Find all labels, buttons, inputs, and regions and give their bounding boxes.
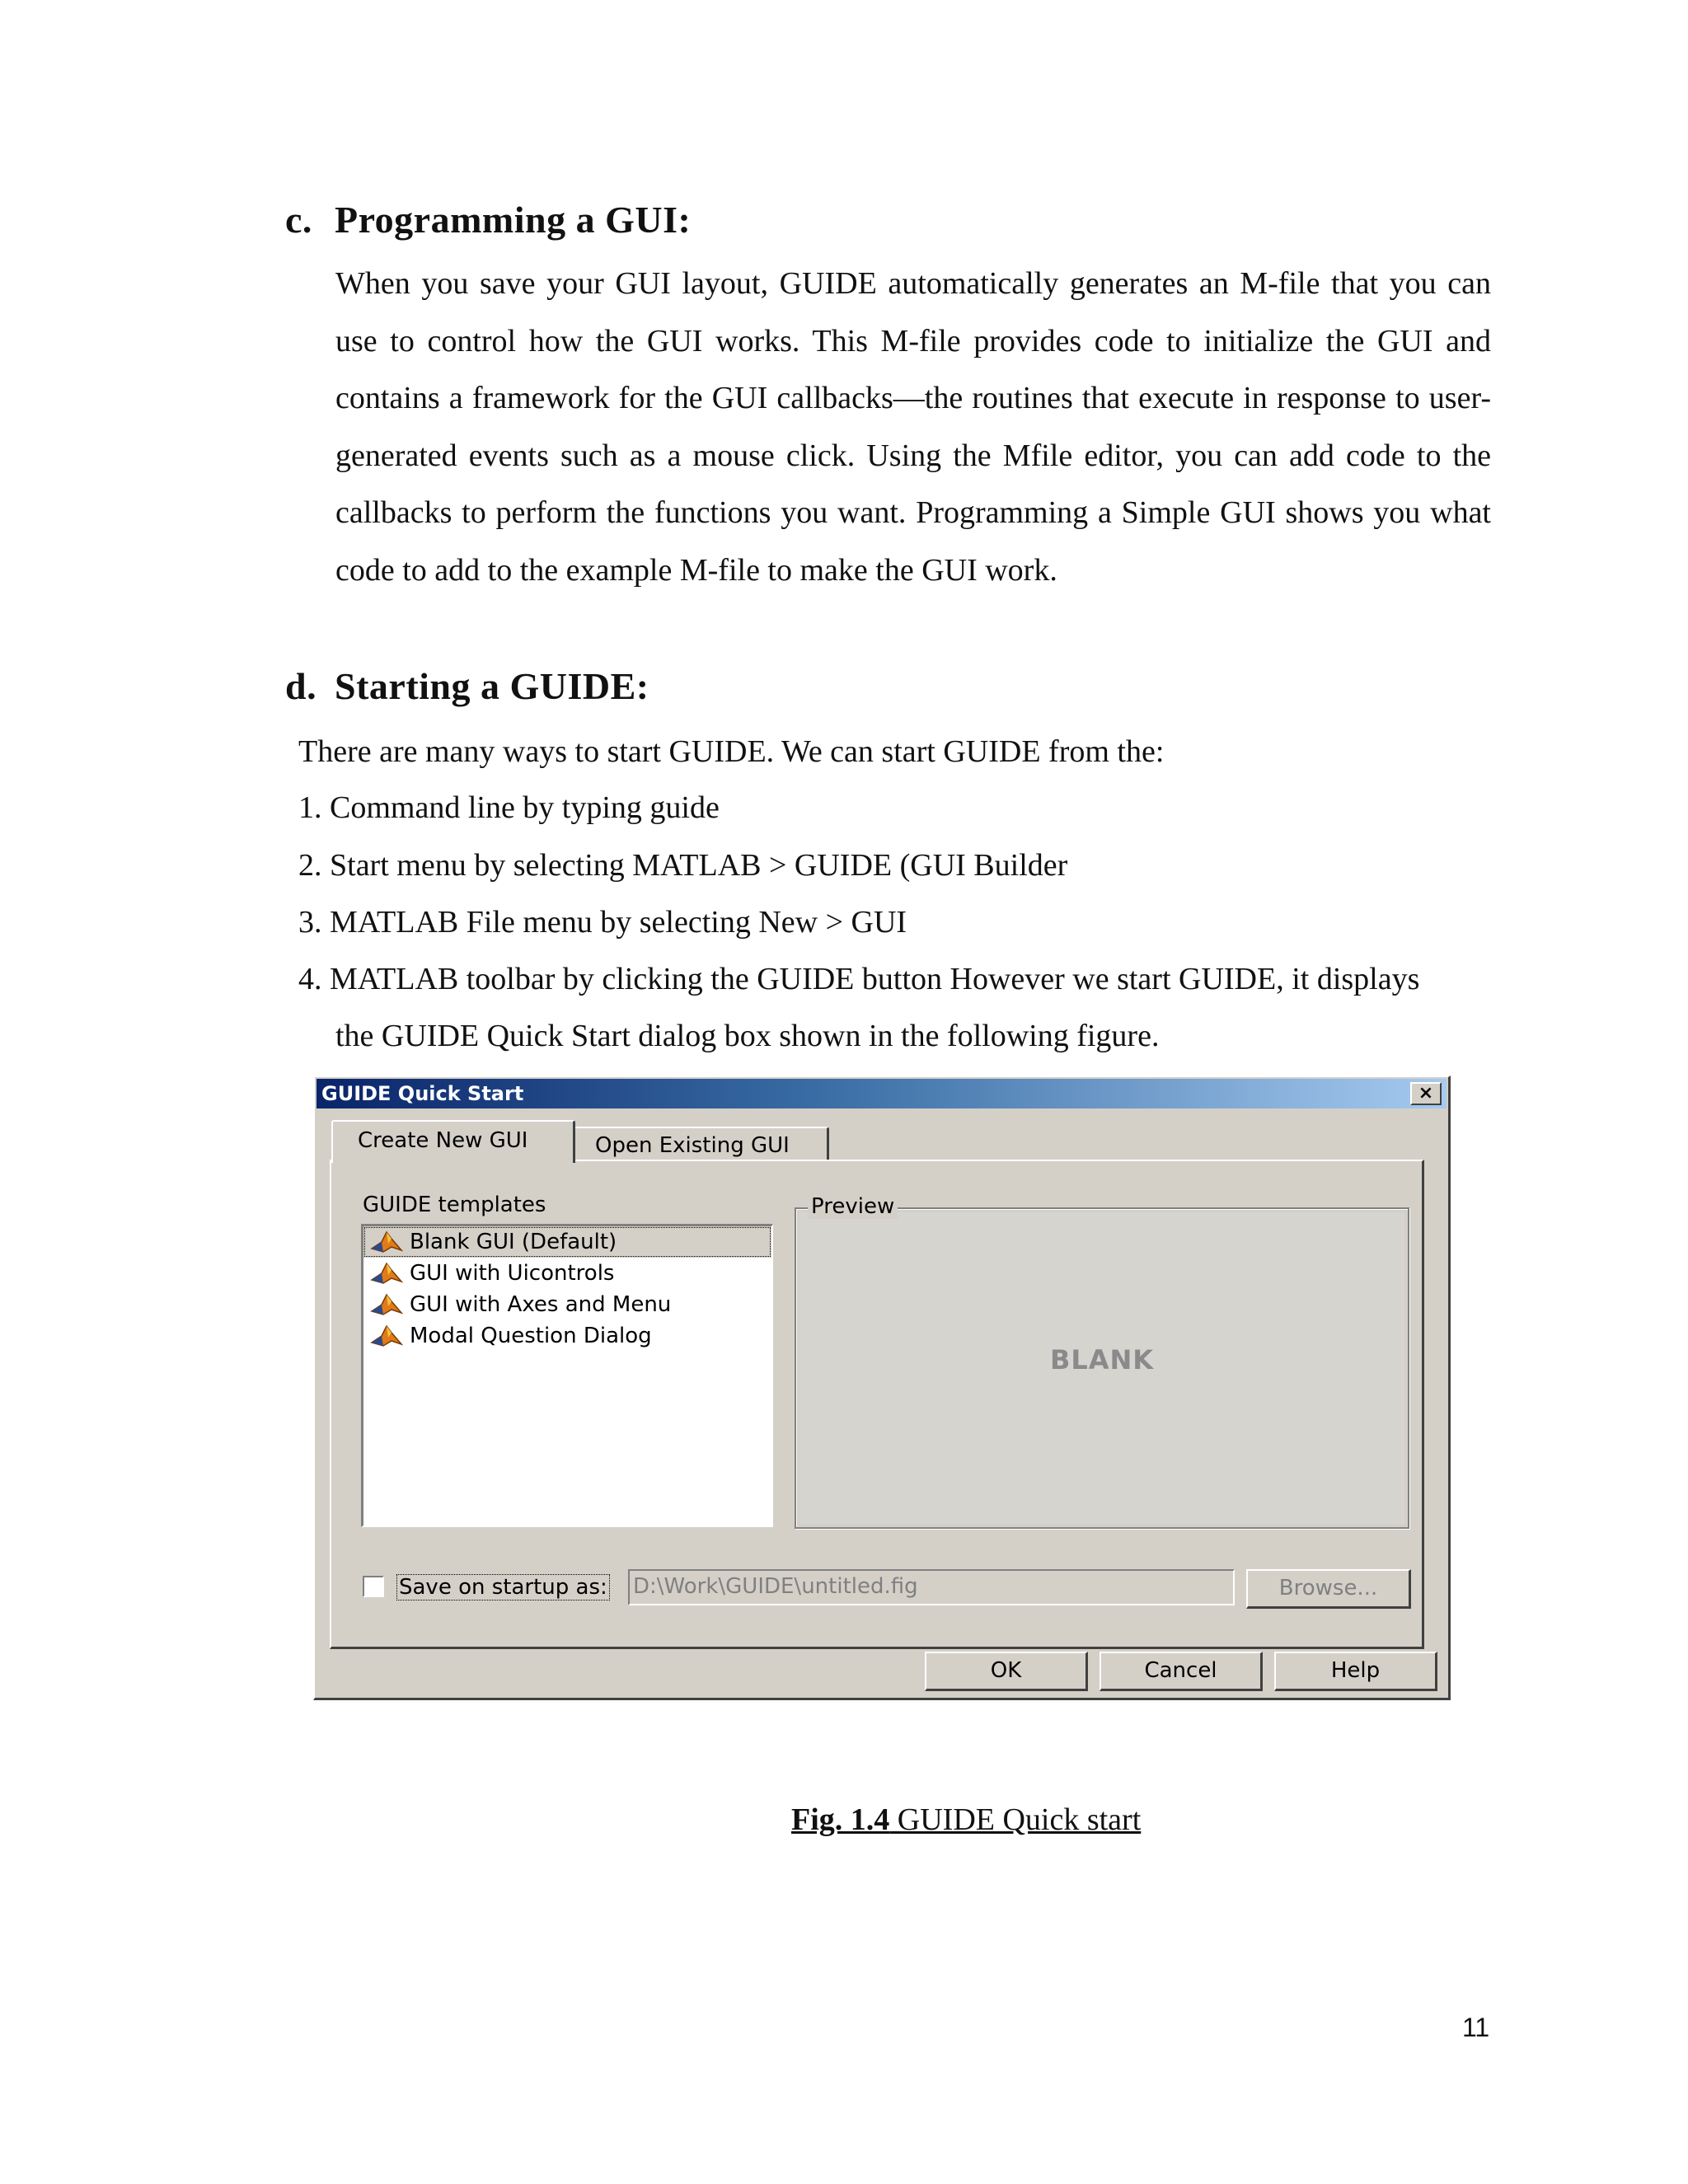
matlab-logo-icon [370,1262,403,1285]
section-d-heading [285,664,649,708]
templates-listbox[interactable] [361,1224,773,1527]
preview-panel [795,1194,1409,1529]
list-item: 4. MATLAB toolbar by clicking the GUIDE button However we start GUIDE, it displays [298,962,1420,996]
section-c-title: Programming a GUI: [335,199,692,241]
tab-open-existing-gui-label: Open Existing GUI [595,1133,790,1158]
template-item-label: GUI with Axes and Menu [410,1292,672,1317]
tab-open-existing-gui[interactable] [574,1127,829,1160]
cancel-button[interactable]: Cancel [1100,1652,1263,1691]
section-d-intro: There are many ways to start GUIDE. We can start GUIDE from the: [298,734,1165,769]
figure-caption [791,1802,1141,1838]
preview-area [799,1212,1404,1524]
list-item: 2. Start menu by selecting MATLAB > GUIDE (GUI Builder [298,848,1068,883]
template-item-axes-menu[interactable] [363,1289,771,1320]
close-icon: × [1418,1083,1434,1104]
section-c-heading [285,198,691,241]
section-d-letter: d. [285,665,317,707]
help-button[interactable]: Help [1274,1652,1437,1691]
page-number: 11 [1462,2013,1490,2042]
template-item-uicontrols[interactable] [363,1258,771,1289]
section-c-paragraph: When you save your GUI layout, GUIDE automatically generates an M-file that you can use to control how the GUI works. This M-file provides code to initialize the GUI and contains a framework for the GUI callbacks—the routines that execute in response to user-generated events such as a mouse click. Using the Mfile editor, you can add code to the callbacks to perform the functions you want. Programming a Simple GUI shows you what code to add to the example M-file to make the GUI work. [335,266,1491,588]
dialog-title: GUIDE Quick Start [321,1082,524,1105]
preview-text: BLANK [1049,1344,1155,1376]
list-item: 3. MATLAB File menu by selecting New > GUI [298,905,907,940]
close-button[interactable] [1410,1082,1442,1105]
figure-caption-text: GUIDE Quick start [889,1802,1142,1837]
save-on-startup-checkbox[interactable] [363,1576,384,1597]
guide-quick-start-dialog [313,1076,1451,1700]
template-item-blank[interactable] [363,1226,771,1258]
section-c-letter: c. [285,199,312,241]
template-item-label: Blank GUI (Default) [410,1230,617,1254]
matlab-logo-icon [370,1230,403,1254]
matlab-logo-icon [370,1293,403,1316]
section-d-title: Starting a GUIDE: [335,665,649,707]
tab-create-new-gui-label: Create New GUI [358,1128,528,1153]
figure-caption-label: Fig. 1.4 [791,1802,890,1837]
list-item: 1. Command line by typing guide [298,790,720,825]
tab-create-new-gui[interactable] [331,1120,575,1163]
template-item-label: GUI with Uicontrols [410,1261,615,1286]
browse-button[interactable]: Browse... [1246,1569,1411,1609]
save-path-field[interactable]: D:\Work\GUIDE\untitled.fig [628,1569,1235,1605]
template-item-label: Modal Question Dialog [410,1324,652,1348]
save-on-startup-label[interactable]: Save on startup as: [399,1575,607,1600]
template-item-modal-dialog[interactable] [363,1320,771,1352]
matlab-logo-icon [370,1324,403,1347]
templates-label: GUIDE templates [363,1193,546,1217]
section-d-continuation: the GUIDE Quick Start dialog box shown in the following figure. [335,1019,1160,1053]
preview-label: Preview [808,1194,898,1219]
ok-button[interactable]: OK [925,1652,1088,1691]
dialog-titlebar [316,1079,1447,1108]
